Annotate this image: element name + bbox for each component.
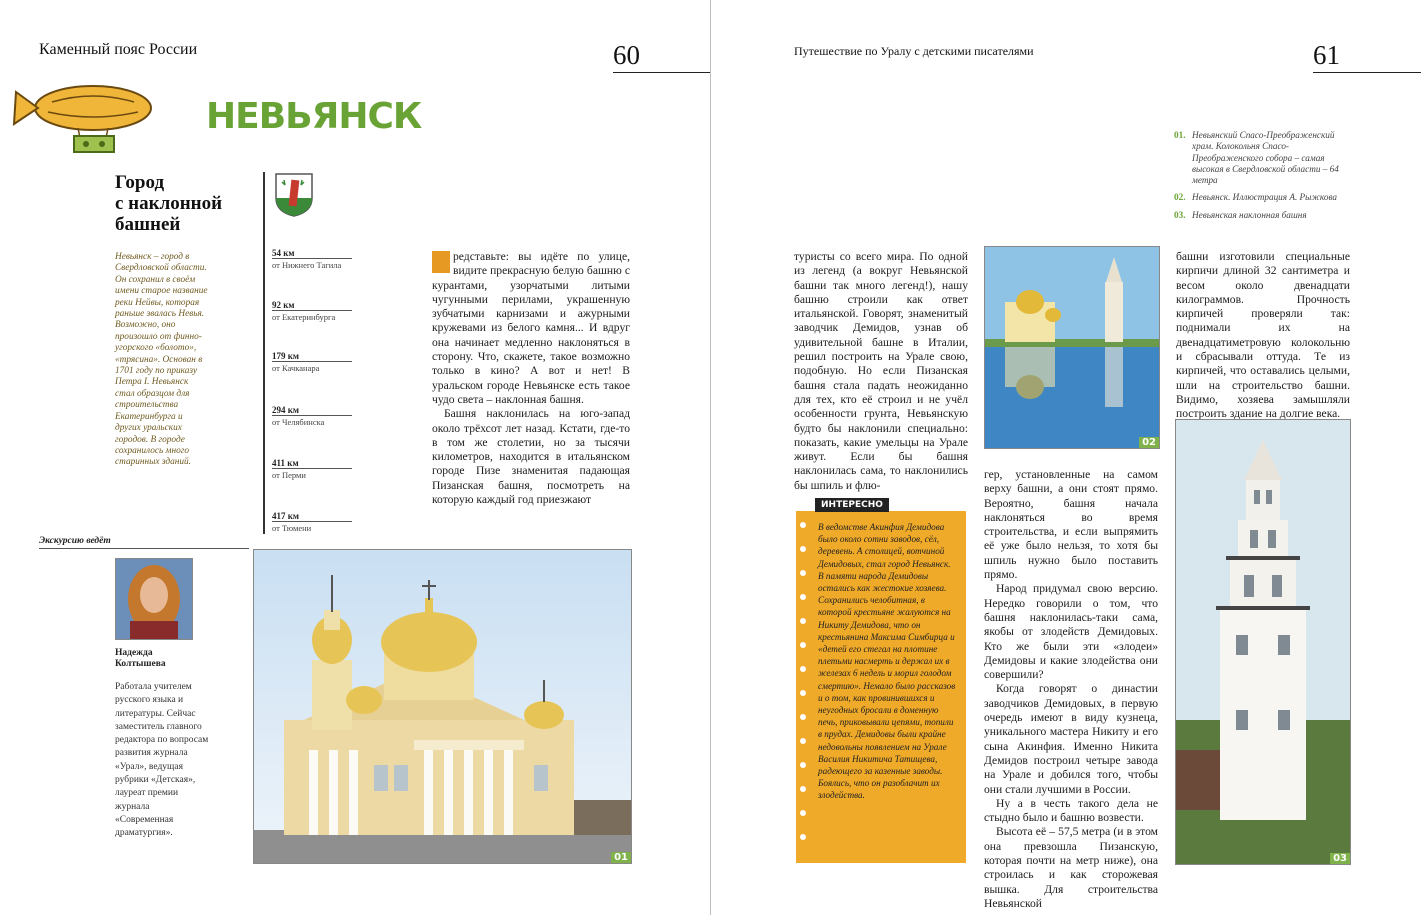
body-paragraph: Народ придумал свою версию. Нередко говорили о том, что башня наклонилась-таки сама, якобы от злодейств Демидовых. Кто же были эти «злодеи» Демидовы и какие злодейства они совершили? (984, 582, 1158, 682)
notebook-holes-icon (796, 511, 810, 863)
body-paragraph: Башня наклонилась на юго-запад около трёхсот лет назад. Кстати, где-то в том же столетии, но за тысячи километров, находится в итальянском городе Пизе знаменитая падающая Пизанская башня, посмотреть на которую каждый год приезжают (432, 407, 630, 507)
airship-illustration (8, 78, 158, 158)
subtitle-line: Город (115, 172, 165, 193)
distance-item (272, 351, 352, 373)
intro-text: Невьянск – город в Свердловской области. Он сохранил в своём имени старое название реки Нейвы, которая раньше звалась Невья. Возможно, оно произошло от финно-угорского «болото», «трясина». Основан в 1701 году по приказу Петра I. Невьянск стал образцом для строительства Екатеринбурга и других уральских городов. В городе сохранилось много старинных зданий. (115, 252, 208, 468)
author-name: Надежда Колтышева (115, 648, 166, 669)
distance-from: от Челябинска (272, 415, 352, 427)
subtitle-line: башней (115, 214, 181, 235)
body-paragraph: Высота её – 57,5 метра (и в этом она превзошла Пизанскую, которая почти на метр ниже), она строилась и как сторожевая вышка. Для строительства Невьянской (984, 825, 1158, 910)
distance-timeline (263, 172, 265, 534)
distance-item (272, 248, 352, 270)
distance-km: 54 км (272, 248, 295, 258)
article-subtitle (115, 172, 255, 235)
church-photo (253, 549, 632, 864)
caption-number: 01. (1174, 130, 1186, 140)
interesting-label: ИНТЕРЕСНО (815, 498, 889, 512)
tower-photo (1175, 419, 1351, 865)
article-body-right-col2 (984, 468, 1158, 910)
header-rule-right (1313, 72, 1421, 73)
distance-from: от Качканара (272, 361, 352, 373)
running-head-right: Путешествие по Уралу с детскими писателями (794, 44, 1034, 58)
body-paragraph: башни изготовили специальные кирпичи длиной 32 сантиметра и весом около двенадцати килограммов. Прочность кирпичей проверяли так: поднимали их на двенадцатиметровую колокольню и сбрасывали оттуда. Те из кирпичей, что оставались целыми, шли на строительство башни. Видимо, хозяева замышляли построить здание на долгие века. (1176, 250, 1350, 421)
city-title: НЕВЬЯНСК (206, 96, 422, 137)
distance-km: 294 км (272, 405, 300, 415)
author-label: Экскурсию ведёт (39, 536, 249, 549)
distance-item (272, 458, 352, 480)
fact-box (796, 511, 966, 863)
caption-number: 02. (1174, 192, 1186, 203)
photo-tag: 03 (1330, 853, 1350, 864)
header-rule-left (613, 72, 710, 73)
body-paragraph: гер, установленные на самом верху башни, а они стоят прямо. Вероятно, башня начала наклоняться во время строительства, и если выпрямить её уже было нельзя, то хотя бы шпиль нужно было поставить прямо. (984, 468, 1158, 582)
article-body-right-col3 (1176, 250, 1350, 421)
body-paragraph: Когда говорят о династии заводчиков Демидовых, в первую очередь имеют в виду кузнеца, уникального мастера Никиту и его сына Акинфия. Именно Никита Демидов построил четыре завода на Урале и добился того, чтобы они стали лучшими в России. (984, 682, 1158, 796)
distance-from: от Тюмени (272, 521, 352, 533)
body-paragraph: редставьте: вы идёте по улице, видите прекрасную белую башню с курантами, узорчатыми литыми чугунными перилами, украшенную зубчатыми карнизами и ажурными кружевами из белого камня... И вдруг она начинает медленно наклоняться в сторону. Что, скажете, такое возможно только в кино? А вот и нет! В уральском городе Невьянске есть такое чудо света – наклонная башня. (432, 250, 630, 406)
caption-item (1174, 210, 1349, 221)
distance-km: 417 км (272, 511, 300, 521)
author-photo (115, 558, 193, 640)
distance-km: 411 км (272, 458, 299, 468)
body-paragraph: Ну а в честь такого дела не стыдно было и башню возвести. (984, 796, 1158, 825)
photo-tag: 02 (1139, 437, 1159, 448)
caption-text: Невьянская наклонная башня (1192, 209, 1307, 220)
illustration-photo (984, 246, 1160, 449)
coat-of-arms-icon (274, 172, 314, 218)
distance-item (272, 300, 352, 322)
page-number-left: 60 (613, 40, 640, 70)
caption-item (1174, 192, 1349, 203)
article-body-left (432, 250, 630, 540)
page-spine (710, 0, 711, 915)
caption-text: Невьянский Спасо-Преображенский храм. Колокольня Спасо-Преображенского собора – самая высокая в Свердловской области – 64 метра (1192, 130, 1339, 186)
distance-km: 179 км (272, 351, 300, 361)
dropcap (432, 251, 450, 273)
author-bio: Работала учителем русского языка и литературы. Сейчас заместитель главного редактора по вопросам развития журнала «Урал», ведущая рубрики «Детская», лауреат премии журнала «Современная драматургия». (115, 682, 209, 839)
caption-number: 03. (1174, 209, 1186, 220)
distance-from: от Нижнего Тагила (272, 258, 352, 270)
distance-item (272, 405, 352, 427)
distance-item (272, 511, 352, 533)
subtitle-line: с наклонной (115, 193, 223, 214)
distance-km: 92 км (272, 300, 295, 310)
article-body-right-col1 (794, 250, 968, 492)
fact-text: В ведомстве Акинфия Демидова было около сотни заводов, сёл, деревень. А столицей, вотчиной Демидовых, стал город Невьянск. В памяти народа Демидовы остались как жестокие хозяева. Сохранились челобитная, в которой крестьяне жалуются на Никиту Демидова, что он крестьянина Максима Симбирца и «детей его стегал на плотине плетьми насмерть и держал их в железах 6 недель и морил голодом смертию». Немало было рассказов и о том, как провинившихся и неугодных бросали в доменную печь, приковывали цепями, топили в прудах. Демидовы были крайне недовольны появлением на Урале Василия Никитича Татищева, радеющего за казенные заводы. Боялись, что он разоблачит их злодейства. (818, 522, 956, 801)
caption-item (1174, 130, 1349, 186)
caption-text: Невьянск. Иллюстрация А. Рыжкова (1192, 192, 1337, 203)
caption-list (1174, 130, 1349, 221)
distance-from: от Перми (272, 468, 352, 480)
page-number-right: 61 (1313, 40, 1340, 70)
photo-tag: 01 (611, 852, 631, 863)
running-head-left: Каменный пояс России (39, 41, 198, 58)
distance-from: от Екатеринбурга (272, 310, 352, 322)
body-paragraph: туристы со всего мира. По одной из легенд (а вокруг Невьянской башни так много легенд!), нашу башню строили как ответ итальянской. Говорят, знаменитый заводчик Демидов, узнав об удивительной башне в Италии, решил построить на Урале свою, подобную. Но если Пизанская башня стала падать неожиданно для тех, кто её строил и не учёл особенности грунта, Невьянскую будто бы наклонили специально: показать, какие умельцы на Урале живут. Если бы башня наклонилась сама, то наклонились бы шпиль и флю- (794, 250, 968, 492)
